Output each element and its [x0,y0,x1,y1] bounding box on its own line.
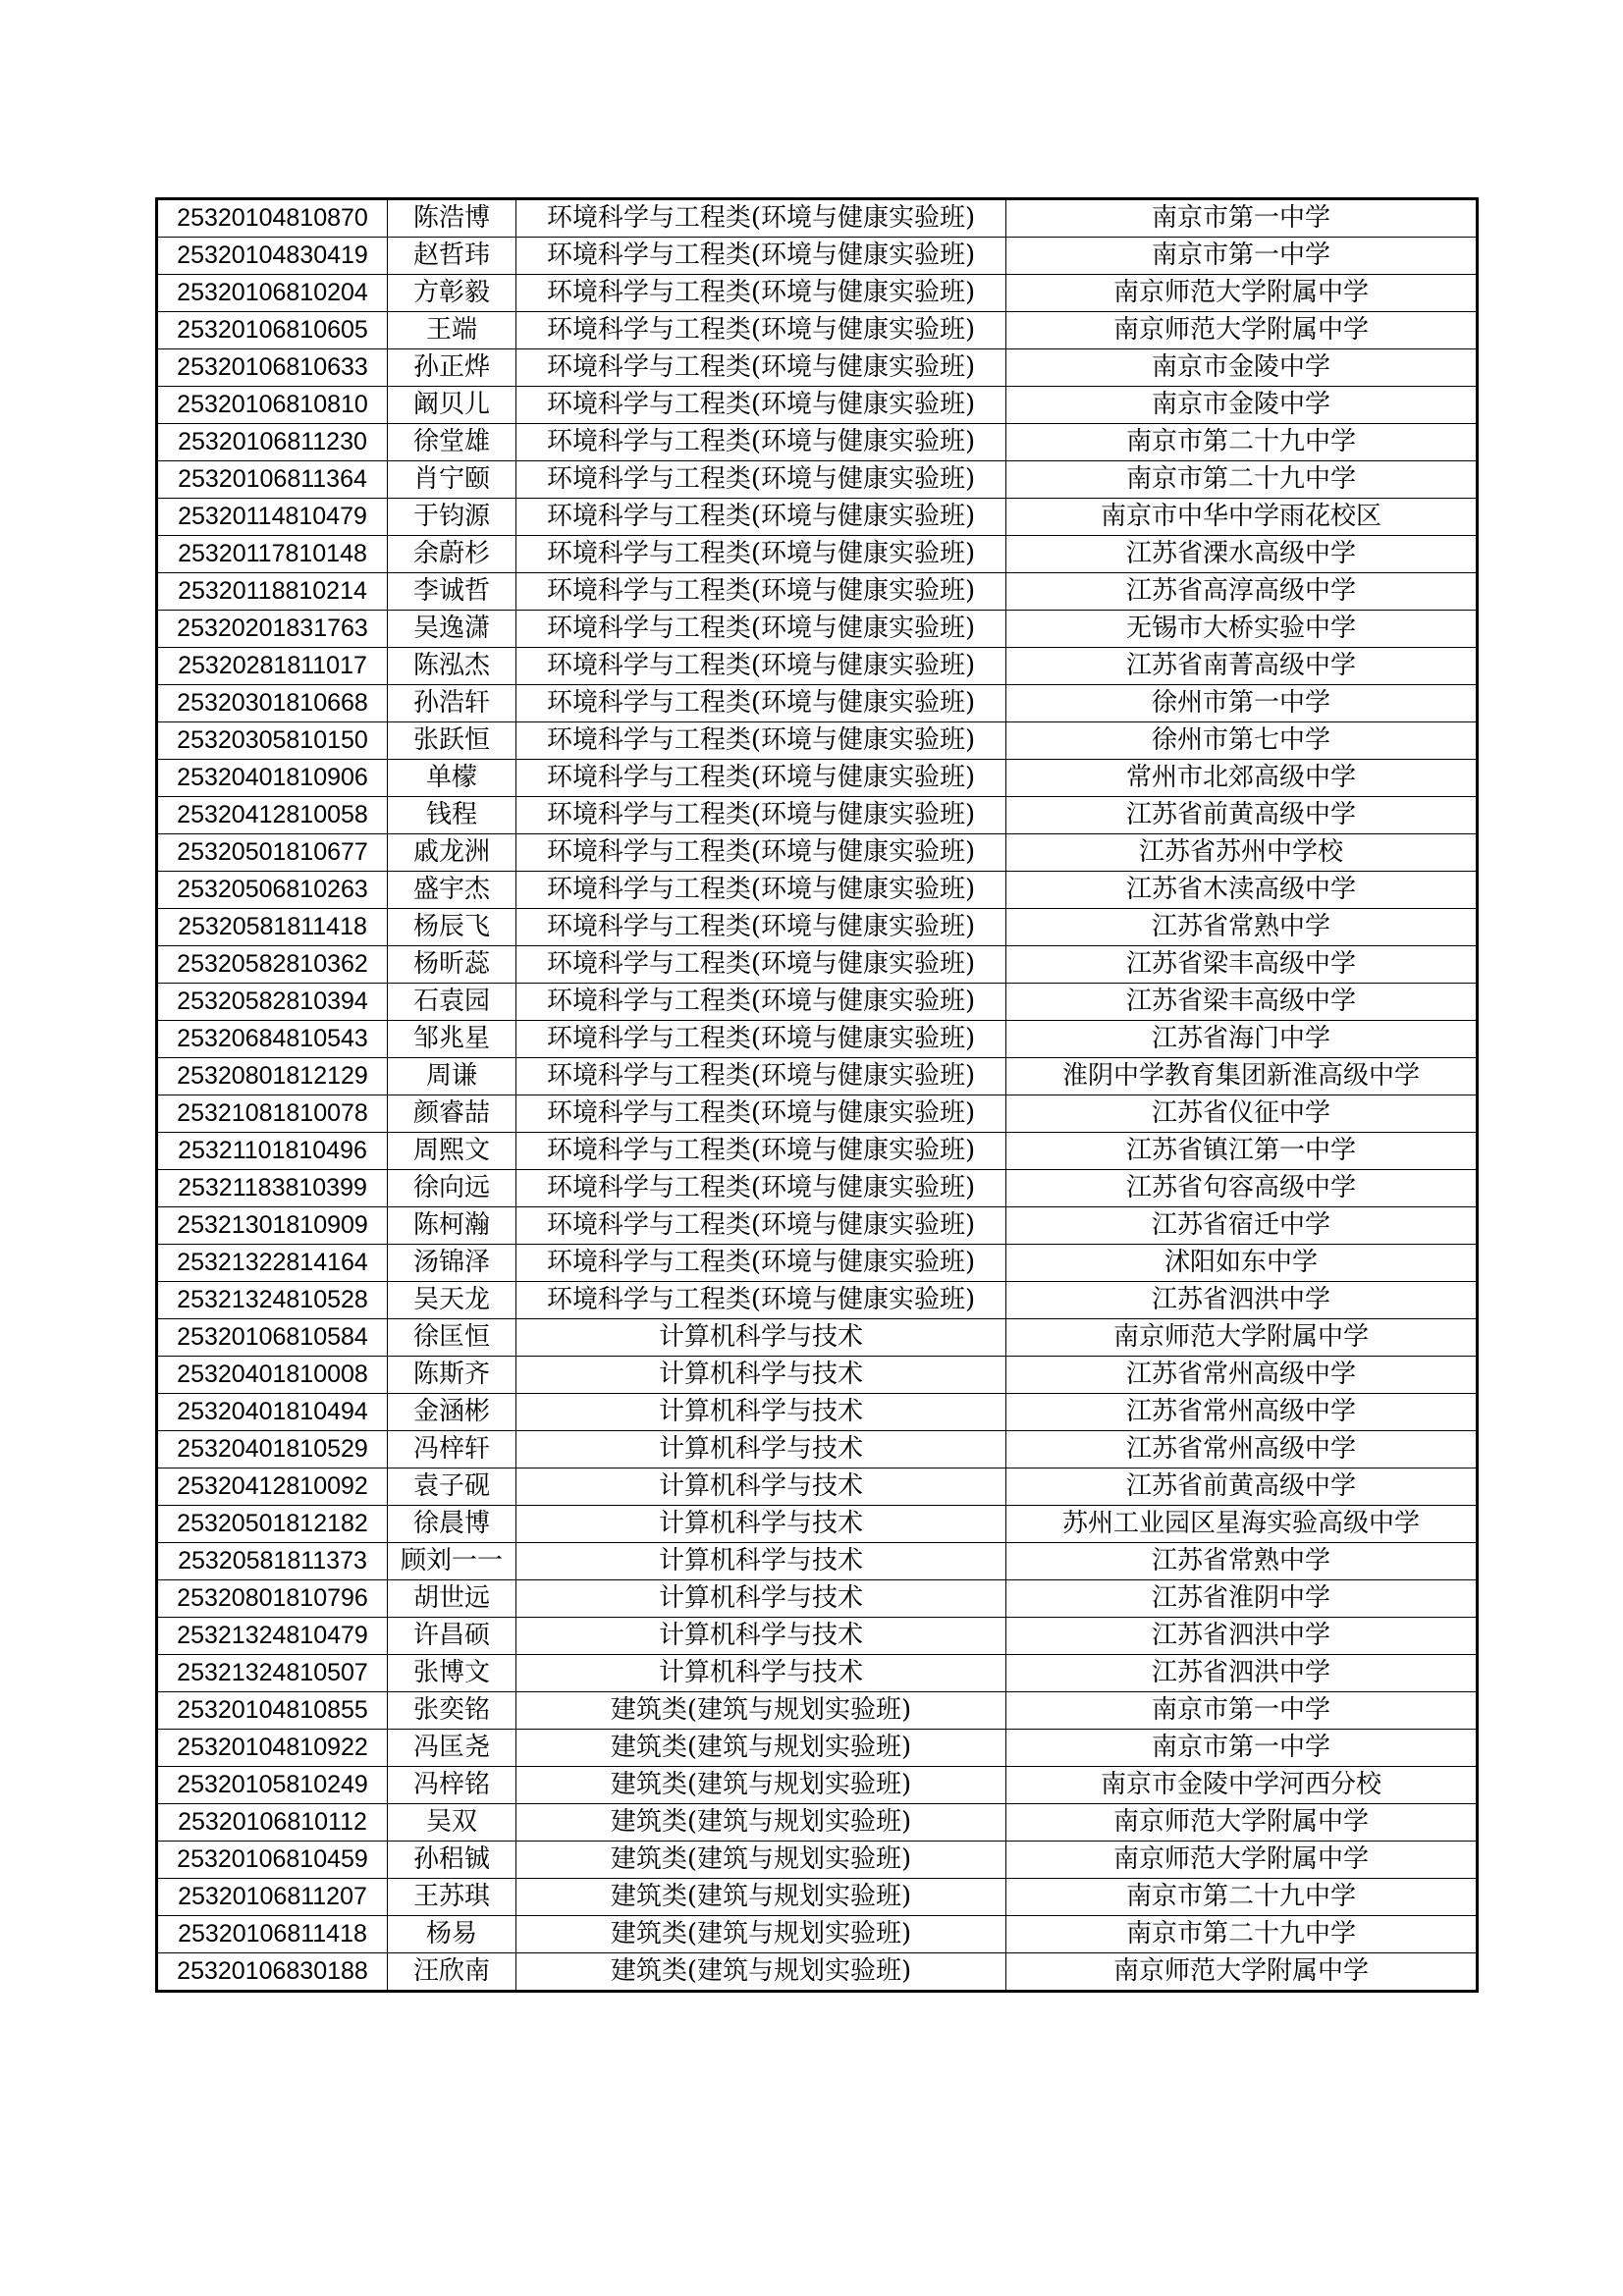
candidate-id-cell: 25320106810605 [157,312,388,349]
student-name-cell: 阚贝儿 [388,387,516,424]
major-cell: 建筑类(建筑与规划实验班) [516,1953,1006,1992]
major-cell: 环境科学与工程类(环境与健康实验班) [516,1058,1006,1095]
candidate-id-cell: 25320582810362 [157,946,388,984]
school-cell: 江苏省南菁高级中学 [1006,648,1478,685]
student-name-cell: 汪欣南 [388,1953,516,1992]
student-name-cell: 方彰毅 [388,275,516,312]
major-cell: 计算机科学与技术 [516,1543,1006,1580]
student-name-cell: 余蔚杉 [388,536,516,573]
table-row [157,1207,1478,1245]
student-name-cell: 冯梓铭 [388,1767,516,1804]
candidate-id-cell: 25321324810528 [157,1282,388,1319]
school-cell: 南京师范大学附属中学 [1006,312,1478,349]
admission-list-table [155,197,1479,1993]
student-name-cell: 邹兆星 [388,1021,516,1058]
candidate-id-cell: 25320301810668 [157,685,388,722]
major-cell: 建筑类(建筑与规划实验班) [516,1804,1006,1842]
table-row [157,909,1478,946]
candidate-id-cell: 25320106810459 [157,1842,388,1879]
table-row [157,1953,1478,1992]
student-name-cell: 许昌硕 [388,1618,516,1655]
admission-list-body [157,199,1478,1992]
student-name-cell: 徐堂雄 [388,424,516,461]
table-row [157,1468,1478,1506]
table-row [157,1021,1478,1058]
table-row [157,1058,1478,1095]
table-row [157,760,1478,797]
student-name-cell: 汤锦泽 [388,1245,516,1282]
student-name-cell: 陈柯瀚 [388,1207,516,1245]
table-row [157,573,1478,611]
table-row [157,1916,1478,1953]
candidate-id-cell: 25321301810909 [157,1207,388,1245]
table-row [157,1730,1478,1767]
table-row [157,1543,1478,1580]
table-row [157,1506,1478,1543]
table-row [157,349,1478,387]
school-cell: 南京师范大学附属中学 [1006,275,1478,312]
candidate-id-cell: 25320201831763 [157,611,388,648]
candidate-id-cell: 25320114810479 [157,499,388,536]
candidate-id-cell: 25320401810529 [157,1431,388,1468]
student-name-cell: 颜睿喆 [388,1095,516,1133]
table-row [157,499,1478,536]
major-cell: 环境科学与工程类(环境与健康实验班) [516,275,1006,312]
major-cell: 计算机科学与技术 [516,1394,1006,1431]
major-cell: 环境科学与工程类(环境与健康实验班) [516,1133,1006,1170]
school-cell: 江苏省高淳高级中学 [1006,573,1478,611]
major-cell: 计算机科学与技术 [516,1357,1006,1394]
candidate-id-cell: 25321322814164 [157,1245,388,1282]
candidate-id-cell: 25321183810399 [157,1170,388,1207]
major-cell: 环境科学与工程类(环境与健康实验班) [516,648,1006,685]
major-cell: 环境科学与工程类(环境与健康实验班) [516,499,1006,536]
table-row [157,872,1478,909]
school-cell: 南京市第一中学 [1006,1730,1478,1767]
candidate-id-cell: 25321101810496 [157,1133,388,1170]
major-cell: 环境科学与工程类(环境与健康实验班) [516,573,1006,611]
candidate-id-cell: 25320104830419 [157,238,388,275]
table-row [157,1431,1478,1468]
table-row [157,1692,1478,1730]
student-name-cell: 肖宁颐 [388,461,516,499]
student-name-cell: 吴逸潇 [388,611,516,648]
major-cell: 环境科学与工程类(环境与健康实验班) [516,424,1006,461]
major-cell: 环境科学与工程类(环境与健康实验班) [516,1095,1006,1133]
school-cell: 江苏省常熟中学 [1006,909,1478,946]
student-name-cell: 孙浩轩 [388,685,516,722]
school-cell: 南京市第二十九中学 [1006,1916,1478,1953]
table-row [157,1580,1478,1618]
major-cell: 环境科学与工程类(环境与健康实验班) [516,387,1006,424]
school-cell: 江苏省前黄高级中学 [1006,797,1478,834]
school-cell: 江苏省泗洪中学 [1006,1282,1478,1319]
candidate-id-cell: 25320105810249 [157,1767,388,1804]
school-cell: 江苏省木渎高级中学 [1006,872,1478,909]
candidate-id-cell: 25320401810494 [157,1394,388,1431]
candidate-id-cell: 25320281811017 [157,648,388,685]
student-name-cell: 杨昕蕊 [388,946,516,984]
candidate-id-cell: 25320106830188 [157,1953,388,1992]
student-name-cell: 顾刘一一 [388,1543,516,1580]
table-row [157,1170,1478,1207]
major-cell: 环境科学与工程类(环境与健康实验班) [516,984,1006,1021]
candidate-id-cell: 25320104810922 [157,1730,388,1767]
candidate-id-cell: 25320506810263 [157,872,388,909]
table-row [157,722,1478,760]
student-name-cell: 孙稆铖 [388,1842,516,1879]
major-cell: 环境科学与工程类(环境与健康实验班) [516,685,1006,722]
candidate-id-cell: 25320401810906 [157,760,388,797]
school-cell: 常州市北郊高级中学 [1006,760,1478,797]
major-cell: 计算机科学与技术 [516,1655,1006,1692]
table-row [157,1394,1478,1431]
candidate-id-cell: 25320684810543 [157,1021,388,1058]
candidate-id-cell: 25320106810633 [157,349,388,387]
major-cell: 环境科学与工程类(环境与健康实验班) [516,611,1006,648]
table-row [157,611,1478,648]
student-name-cell: 盛宇杰 [388,872,516,909]
school-cell: 南京市第一中学 [1006,238,1478,275]
student-name-cell: 张博文 [388,1655,516,1692]
major-cell: 环境科学与工程类(环境与健康实验班) [516,1021,1006,1058]
school-cell: 南京市第一中学 [1006,199,1478,238]
major-cell: 环境科学与工程类(环境与健康实验班) [516,909,1006,946]
candidate-id-cell: 25320412810058 [157,797,388,834]
school-cell: 南京师范大学附属中学 [1006,1842,1478,1879]
student-name-cell: 袁子砚 [388,1468,516,1506]
table-row [157,946,1478,984]
candidate-id-cell: 25320401810008 [157,1357,388,1394]
student-name-cell: 陈泓杰 [388,648,516,685]
school-cell: 江苏省泗洪中学 [1006,1655,1478,1692]
student-name-cell: 陈斯齐 [388,1357,516,1394]
major-cell: 建筑类(建筑与规划实验班) [516,1916,1006,1953]
school-cell: 南京市中华中学雨花校区 [1006,499,1478,536]
school-cell: 南京市第一中学 [1006,1692,1478,1730]
school-cell: 沭阳如东中学 [1006,1245,1478,1282]
candidate-id-cell: 25320801812129 [157,1058,388,1095]
candidate-id-cell: 25320801810796 [157,1580,388,1618]
major-cell: 环境科学与工程类(环境与健康实验班) [516,199,1006,238]
table-row [157,797,1478,834]
school-cell: 江苏省苏州中学校 [1006,834,1478,872]
student-name-cell: 徐向远 [388,1170,516,1207]
table-row [157,1319,1478,1357]
school-cell: 江苏省镇江第一中学 [1006,1133,1478,1170]
table-row [157,1133,1478,1170]
major-cell: 环境科学与工程类(环境与健康实验班) [516,834,1006,872]
table-row [157,1804,1478,1842]
school-cell: 江苏省常熟中学 [1006,1543,1478,1580]
major-cell: 环境科学与工程类(环境与健康实验班) [516,1207,1006,1245]
school-cell: 江苏省淮阴中学 [1006,1580,1478,1618]
major-cell: 环境科学与工程类(环境与健康实验班) [516,461,1006,499]
table-row [157,312,1478,349]
candidate-id-cell: 25320412810092 [157,1468,388,1506]
school-cell: 江苏省溧水高级中学 [1006,536,1478,573]
candidate-id-cell: 25320501810677 [157,834,388,872]
student-name-cell: 杨辰飞 [388,909,516,946]
school-cell: 南京市金陵中学河西分校 [1006,1767,1478,1804]
major-cell: 环境科学与工程类(环境与健康实验班) [516,536,1006,573]
candidate-id-cell: 25320582810394 [157,984,388,1021]
table-row [157,199,1478,238]
candidate-id-cell: 25320305810150 [157,722,388,760]
major-cell: 建筑类(建筑与规划实验班) [516,1692,1006,1730]
student-name-cell: 单檬 [388,760,516,797]
school-cell: 江苏省常州高级中学 [1006,1394,1478,1431]
school-cell: 江苏省仪征中学 [1006,1095,1478,1133]
table-row [157,984,1478,1021]
student-name-cell: 王苏琪 [388,1879,516,1916]
table-row [157,1245,1478,1282]
major-cell: 环境科学与工程类(环境与健康实验班) [516,349,1006,387]
candidate-id-cell: 25320106811364 [157,461,388,499]
student-name-cell: 徐匡恒 [388,1319,516,1357]
student-name-cell: 冯梓轩 [388,1431,516,1468]
candidate-id-cell: 25321324810479 [157,1618,388,1655]
candidate-id-cell: 25320106810204 [157,275,388,312]
table-row [157,685,1478,722]
student-name-cell: 吴双 [388,1804,516,1842]
school-cell: 南京市第二十九中学 [1006,424,1478,461]
major-cell: 计算机科学与技术 [516,1319,1006,1357]
major-cell: 计算机科学与技术 [516,1580,1006,1618]
candidate-id-cell: 25320501812182 [157,1506,388,1543]
candidate-id-cell: 25320106810584 [157,1319,388,1357]
school-cell: 南京师范大学附属中学 [1006,1953,1478,1992]
candidate-id-cell: 25320106811207 [157,1879,388,1916]
student-name-cell: 周熙文 [388,1133,516,1170]
school-cell: 南京师范大学附属中学 [1006,1319,1478,1357]
candidate-id-cell: 25320581811373 [157,1543,388,1580]
table-row [157,387,1478,424]
school-cell: 南京市金陵中学 [1006,387,1478,424]
student-name-cell: 杨易 [388,1916,516,1953]
school-cell: 江苏省泗洪中学 [1006,1618,1478,1655]
major-cell: 环境科学与工程类(环境与健康实验班) [516,946,1006,984]
table-row [157,1767,1478,1804]
table-row [157,461,1478,499]
major-cell: 建筑类(建筑与规划实验班) [516,1842,1006,1879]
major-cell: 建筑类(建筑与规划实验班) [516,1730,1006,1767]
table-row [157,238,1478,275]
major-cell: 环境科学与工程类(环境与健康实验班) [516,238,1006,275]
student-name-cell: 张奕铭 [388,1692,516,1730]
student-name-cell: 金涵彬 [388,1394,516,1431]
student-name-cell: 孙正烨 [388,349,516,387]
school-cell: 江苏省海门中学 [1006,1021,1478,1058]
table-row [157,648,1478,685]
school-cell: 徐州市第一中学 [1006,685,1478,722]
table-row [157,1282,1478,1319]
table-row [157,275,1478,312]
candidate-id-cell: 25320106810112 [157,1804,388,1842]
major-cell: 建筑类(建筑与规划实验班) [516,1879,1006,1916]
school-cell: 南京市金陵中学 [1006,349,1478,387]
student-name-cell: 胡世远 [388,1580,516,1618]
major-cell: 环境科学与工程类(环境与健康实验班) [516,797,1006,834]
school-cell: 江苏省梁丰高级中学 [1006,984,1478,1021]
major-cell: 环境科学与工程类(环境与健康实验班) [516,760,1006,797]
student-name-cell: 李诚哲 [388,573,516,611]
school-cell: 江苏省常州高级中学 [1006,1431,1478,1468]
table-row [157,1357,1478,1394]
school-cell: 江苏省宿迁中学 [1006,1207,1478,1245]
student-name-cell: 徐晨博 [388,1506,516,1543]
student-name-cell: 周谦 [388,1058,516,1095]
major-cell: 计算机科学与技术 [516,1618,1006,1655]
student-name-cell: 钱程 [388,797,516,834]
student-name-cell: 王端 [388,312,516,349]
school-cell: 淮阴中学教育集团新淮高级中学 [1006,1058,1478,1095]
candidate-id-cell: 25320104810855 [157,1692,388,1730]
major-cell: 环境科学与工程类(环境与健康实验班) [516,722,1006,760]
school-cell: 南京市第二十九中学 [1006,461,1478,499]
candidate-id-cell: 25320104810870 [157,199,388,238]
major-cell: 环境科学与工程类(环境与健康实验班) [516,872,1006,909]
table-row [157,1095,1478,1133]
table-row [157,1879,1478,1916]
student-name-cell: 张跃恒 [388,722,516,760]
table-row [157,424,1478,461]
student-name-cell: 吴天龙 [388,1282,516,1319]
school-cell: 江苏省句容高级中学 [1006,1170,1478,1207]
school-cell: 南京师范大学附属中学 [1006,1804,1478,1842]
candidate-id-cell: 25321081810078 [157,1095,388,1133]
table-row [157,1842,1478,1879]
major-cell: 环境科学与工程类(环境与健康实验班) [516,312,1006,349]
candidate-id-cell: 25320581811418 [157,909,388,946]
major-cell: 环境科学与工程类(环境与健康实验班) [516,1245,1006,1282]
school-cell: 南京市第二十九中学 [1006,1879,1478,1916]
major-cell: 环境科学与工程类(环境与健康实验班) [516,1170,1006,1207]
candidate-id-cell: 25320117810148 [157,536,388,573]
student-name-cell: 冯匡尧 [388,1730,516,1767]
table-row [157,536,1478,573]
major-cell: 计算机科学与技术 [516,1506,1006,1543]
table-row [157,834,1478,872]
table-row [157,1655,1478,1692]
school-cell: 苏州工业园区星海实验高级中学 [1006,1506,1478,1543]
school-cell: 徐州市第七中学 [1006,722,1478,760]
school-cell: 无锡市大桥实验中学 [1006,611,1478,648]
student-name-cell: 赵哲玮 [388,238,516,275]
candidate-id-cell: 25320106811230 [157,424,388,461]
student-name-cell: 陈浩博 [388,199,516,238]
school-cell: 江苏省前黄高级中学 [1006,1468,1478,1506]
major-cell: 环境科学与工程类(环境与健康实验班) [516,1282,1006,1319]
table-row [157,1618,1478,1655]
candidate-id-cell: 25321324810507 [157,1655,388,1692]
school-cell: 江苏省常州高级中学 [1006,1357,1478,1394]
student-name-cell: 戚龙洲 [388,834,516,872]
major-cell: 建筑类(建筑与规划实验班) [516,1767,1006,1804]
major-cell: 计算机科学与技术 [516,1431,1006,1468]
candidate-id-cell: 25320106811418 [157,1916,388,1953]
school-cell: 江苏省梁丰高级中学 [1006,946,1478,984]
candidate-id-cell: 25320118810214 [157,573,388,611]
student-name-cell: 石袁园 [388,984,516,1021]
student-name-cell: 于钧源 [388,499,516,536]
candidate-id-cell: 25320106810810 [157,387,388,424]
major-cell: 计算机科学与技术 [516,1468,1006,1506]
